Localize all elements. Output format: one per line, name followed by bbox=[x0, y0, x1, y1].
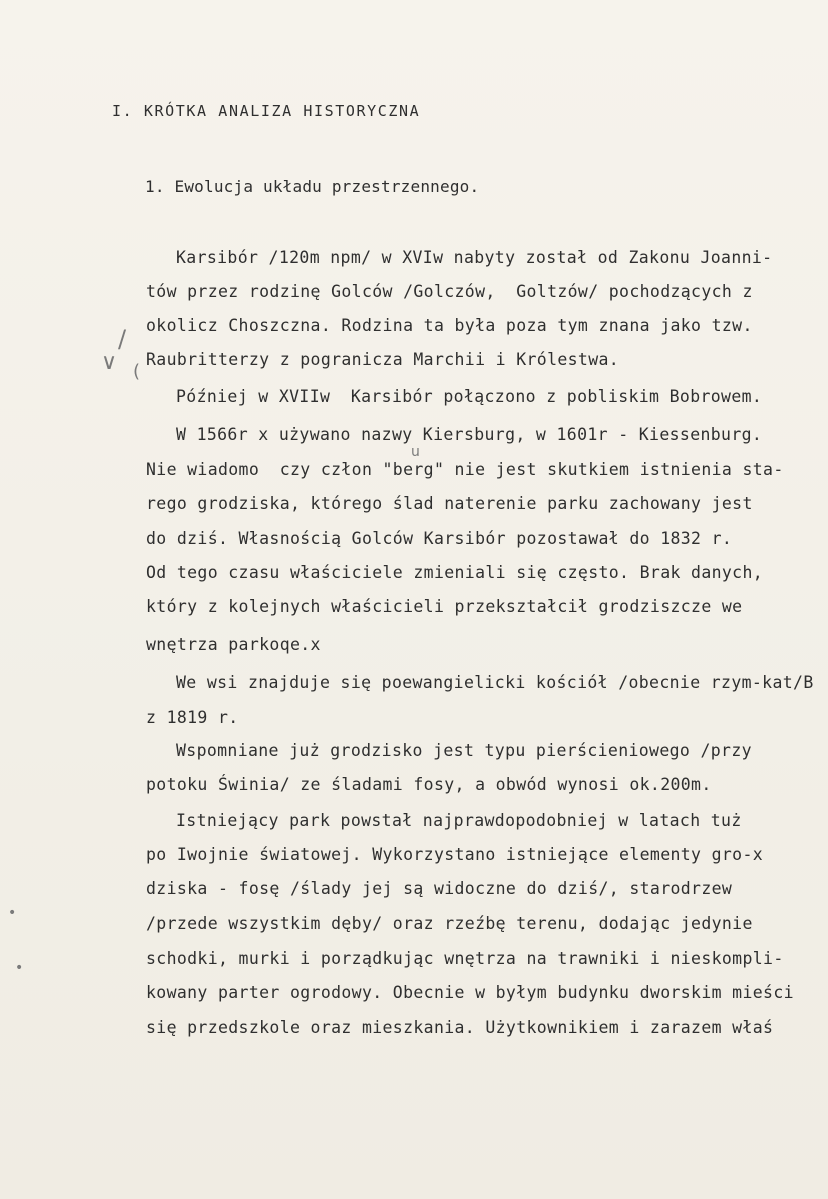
body-line-2: tów przez rodzinę Golców /Golczów, Goltzów/ pochodzących z bbox=[146, 282, 753, 301]
body-line-11: który z kolejnych właścicieli przekształcił grodziszcze we bbox=[146, 597, 743, 616]
body-line-7: Nie wiadomo czy człon "berg" nie jest skutkiem istnienia sta- bbox=[146, 460, 784, 479]
body-line-8: rego grodziska, którego ślad naterenie parku zachowany jest bbox=[146, 494, 753, 513]
body-line-4: Raubritterzy z pogranicza Marchii i Królestwa. bbox=[146, 350, 620, 369]
body-line-22: kowany parter ogrodowy. Obecnie w byłym budynku dworskim mieści bbox=[146, 983, 794, 1002]
section-title: 1. Ewolucja układu przestrzennego. bbox=[145, 177, 480, 196]
body-line-21: schodki, murki i porządkując wnętrza na trawniki i nieskompli- bbox=[146, 949, 784, 968]
body-line-16: potoku Świnia/ ze śladami fosy, a obwód wynosi ok.200m. bbox=[146, 775, 712, 794]
body-line-1: Karsibór /120m npm/ w XVIw nabyty został od Zakonu Joanni- bbox=[176, 248, 773, 267]
margin-mark-bracket: ( bbox=[133, 361, 141, 382]
handwritten-note: u bbox=[411, 444, 420, 460]
body-line-12: wnętrza parkoqe.x bbox=[146, 635, 321, 654]
margin-mark-dot-2: • bbox=[15, 960, 24, 976]
body-line-13: We wsi znajduje się poewangielicki kościół /obecnie rzym-kat/B bbox=[176, 673, 814, 692]
document-heading: I. KRÓTKA ANALIZA HISTORYCZNA bbox=[112, 102, 421, 120]
body-line-23: się przedszkole oraz mieszkania. Użytkownikiem i zarazem właś bbox=[146, 1018, 774, 1037]
body-line-6: W 1566r x używano nazwy Kiersburg, w 1601r - Kiessenburg. bbox=[176, 425, 763, 444]
body-line-19: dziska - fosę /ślady jej są widoczne do dziś/, starodrzew bbox=[146, 879, 733, 898]
body-line-9: do dziś. Własnością Golców Karsibór pozostawał do 1832 r. bbox=[146, 529, 733, 548]
body-line-15: Wspomniane już grodzisko jest typu pierścieniowego /przy bbox=[176, 741, 752, 760]
margin-mark-dot-1: • bbox=[8, 905, 17, 921]
body-line-5: Później w XVIIw Karsibór połączono z pobliskim Bobrowem. bbox=[176, 387, 763, 406]
body-line-18: po Iwojnie światowej. Wykorzystano istniejące elementy gro-x bbox=[146, 845, 764, 864]
body-line-20: /przede wszystkim dęby/ oraz rzeźbę terenu, dodając jedynie bbox=[146, 914, 753, 933]
body-line-17: Istniejący park powstał najprawdopodobniej w latach tuż bbox=[176, 811, 742, 830]
margin-mark-check-2: ∨ bbox=[101, 350, 118, 375]
body-line-10: Od tego czasu właściciele zmieniali się często. Brak danych, bbox=[146, 563, 764, 582]
body-line-3: okolicz Choszczna. Rodzina ta była poza tym znana jako tzw. bbox=[146, 316, 753, 335]
margin-mark-check: / bbox=[118, 325, 127, 353]
body-line-14: z 1819 r. bbox=[146, 708, 239, 727]
